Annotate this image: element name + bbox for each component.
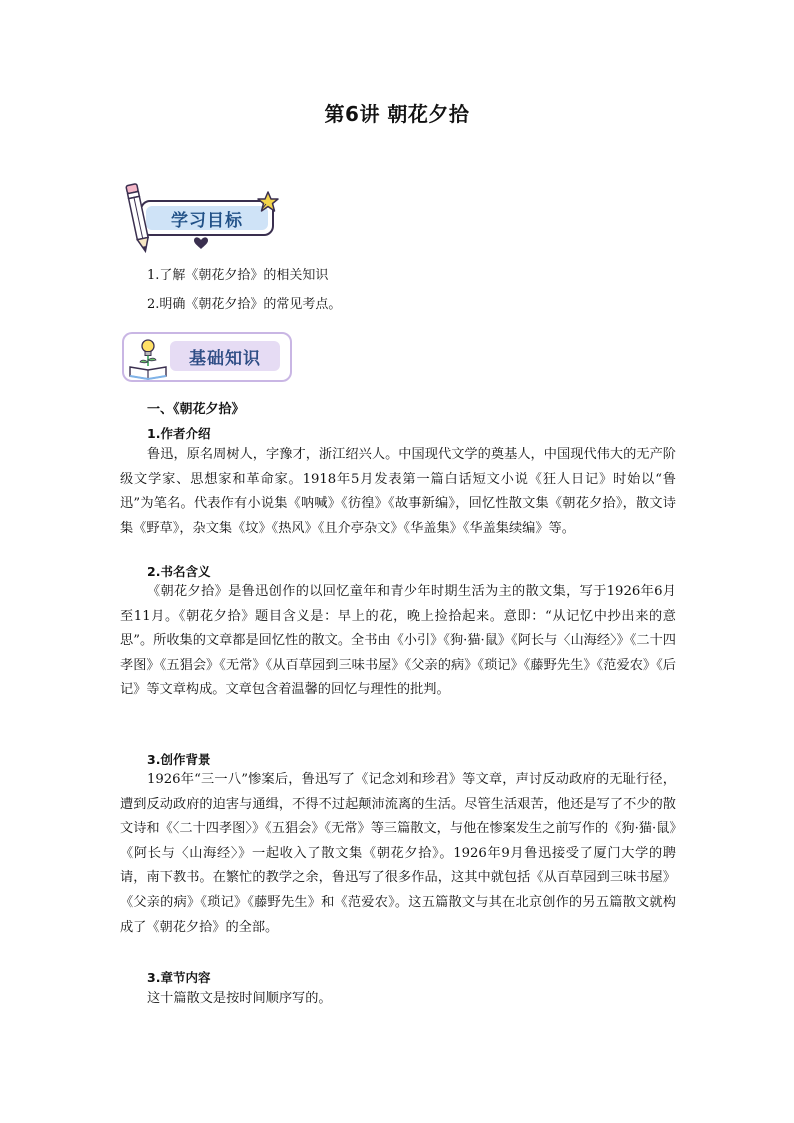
book-icon: [126, 335, 170, 381]
goal-item-2: 2.明确《朝花夕拾》的常见考点。: [147, 297, 342, 312]
learning-goals-label: 学习目标: [146, 206, 268, 230]
paragraph-chapters: 这十篇散文是按时间顺序写的。: [147, 991, 332, 1006]
paragraph-author: 鲁迅，原名周树人，字豫才，浙江绍兴人。中国现代文学的奠基人，中国现代伟大的无产阶级文学家、思想家和革命家。1918年5月发表第一篇白话短文小说《狂人日记》时始以“鲁迅”为笔名。代表作有小说集《呐喊》《彷徨》《故事新编》，回忆性散文集《朝花夕拾》，散文诗集《野草》，杂文集《坟》《热风》《且介亭杂文》《华盖集》《华盖集续编》等。: [120, 447, 676, 536]
section-heading: 一、《朝花夕拾》: [147, 402, 245, 417]
goal-item-1: 1.了解《朝花夕拾》的相关知识: [147, 268, 329, 283]
basic-knowledge-label: 基础知识: [170, 341, 280, 371]
heart-icon: [118, 180, 288, 260]
subheading-meaning: 2.书名含义: [147, 564, 211, 579]
basic-knowledge-badge: [122, 332, 297, 384]
subheading-author: 1.作者介绍: [147, 426, 211, 441]
lightbulb-icon: [140, 340, 156, 366]
paragraph-background: 1926年“三一八”惨案后，鲁迅写了《记念刘和珍君》等文章，声讨反动政府的无耻行径，遭到反动政府的迫害与通缉，不得不过起颠沛流离的生活。尽管生活艰苦，他还是写了不少的散文诗和《〈二十四孝图〉》《五猖会》《无常》等三篇散文，与他在惨案发生之前写作的《狗·猫·鼠》《阿长与〈山海经〉》一起收入了散文集《朝花夕拾》。1926年9月鲁迅接受了厦门大学的聘请，南下教书。在繁忙的教学之余，鲁迅写了很多作品，这其中就包括《从百草园到三味书屋》《父亲的病》《琐记》《藤野先生》和《范爱农》。这五篇散文与其在北京创作的另五篇散文就构成了《朝花夕拾》的全部。: [120, 772, 676, 935]
subheading-background: 3.创作背景: [147, 752, 211, 767]
paragraph-meaning: 《朝花夕拾》是鲁迅创作的以回忆童年和青少年时期生活为主的散文集，写于1926年6月至11月。《朝花夕拾》题目含义是：早上的花，晚上捡拾起来。意即：“从记忆中抄出来的意思”。所收集的文章都是回忆性的散文。全书由《小引》《狗·猫·鼠》《阿长与〈山海经〉》《二十四孝图》《五猖会》《无常》《从百草园到三味书屋》《父亲的病》《琐记》《藤野先生》《范爱农》《后记》等文章构成。文章包含着温馨的回忆与理性的批判。: [120, 584, 676, 698]
learning-goals-badge: [118, 180, 288, 255]
page-title: 第6讲 朝花夕拾: [324, 102, 470, 126]
subheading-chapters: 3.章节内容: [147, 970, 211, 985]
